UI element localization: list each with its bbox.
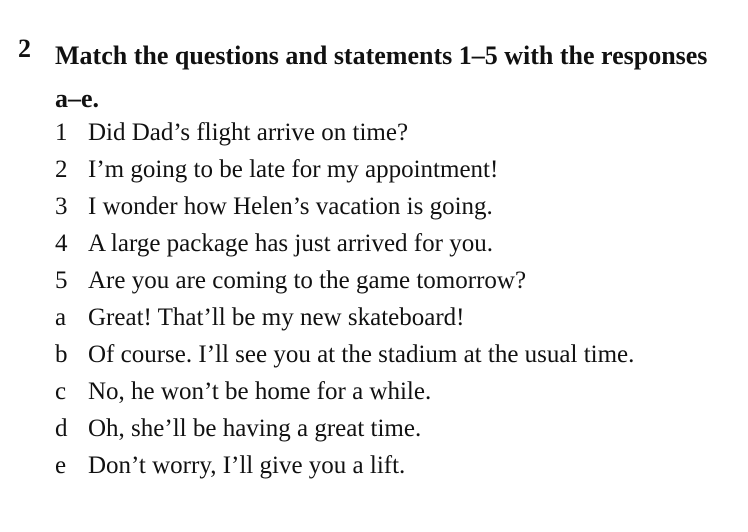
response-letter: e [55,452,67,479]
response-text: No, he won’t be home for a while. [88,378,432,405]
exercise-instruction: Match the questions and statements 1–5 with the responses a–e. [55,41,708,113]
response-letter: b [55,341,68,368]
question-text: Are you are coming to the game tomorrow? [88,267,527,294]
question-item-2 [55,155,498,185]
response-text: Oh, she’ll be having a great time. [88,415,422,442]
question-number: 2 [55,156,68,183]
response-letter: d [55,415,68,442]
response-item-d [55,414,421,444]
question-text: I’m going to be late for my appointment! [88,156,499,183]
response-letter: c [55,378,67,405]
question-item-3 [55,192,493,222]
question-number: 3 [55,193,68,220]
response-item-a [55,303,464,333]
response-letter: a [55,304,67,331]
question-number: 4 [55,230,68,257]
question-number: 1 [55,119,68,146]
question-number: 5 [55,267,68,294]
exercise-number: 2 [18,34,31,63]
question-text: Did Dad’s flight arrive on time? [88,119,409,146]
response-item-b [55,340,634,370]
response-text: Don’t worry, I’ll give you a lift. [88,452,406,479]
question-item-5 [55,266,526,296]
response-item-e [55,451,405,481]
question-item-1 [55,118,408,148]
question-item-4 [55,229,493,259]
response-text: Of course. I’ll see you at the stadium at the usual time. [88,341,635,368]
response-text: Great! That’ll be my new skateboard! [88,304,465,331]
question-text: A large package has just arrived for you. [88,230,493,257]
response-item-c [55,377,431,407]
question-text: I wonder how Helen’s vacation is going. [88,193,493,220]
